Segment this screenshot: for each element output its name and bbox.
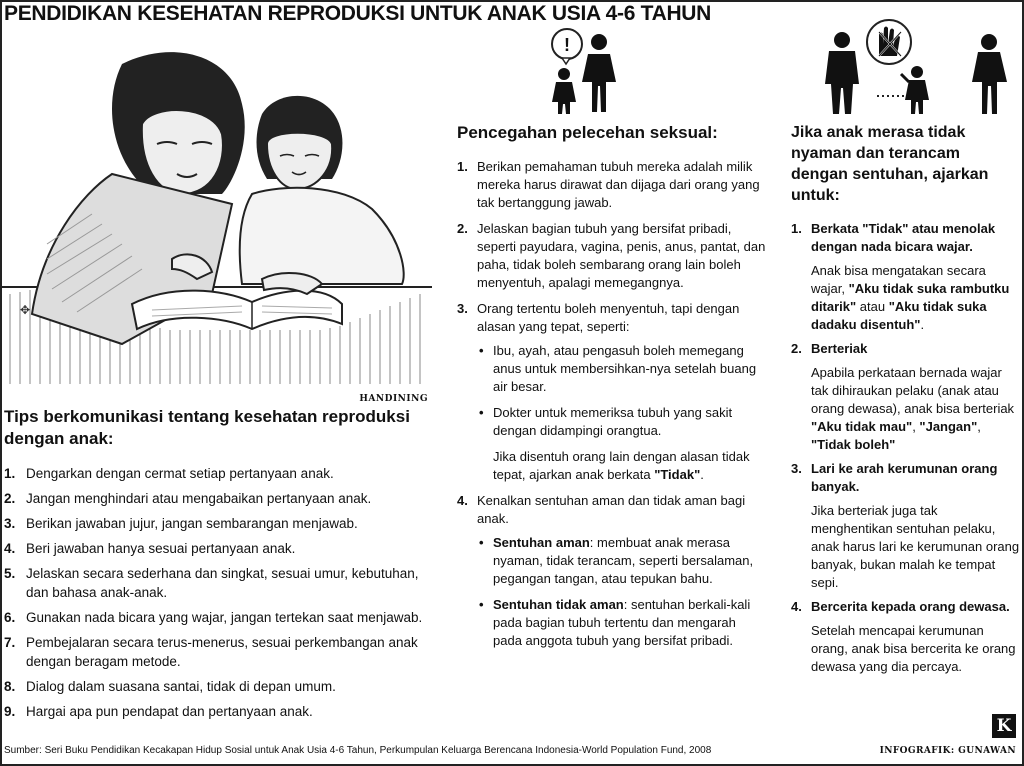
list-item: 9. Hargai apa pun pendapat dan pertanyaan anak. xyxy=(4,704,313,719)
adult-child-warning-icon xyxy=(542,24,632,116)
list-item: 4. Kenalkan sentuhan aman dan tidak aman bagi anak. • Sentuhan aman: membuat anak merasa nyaman, tidak terancam, seperti bersalaman, pegangan tangan, atau tepukan bahu. • Sentuhan tidak aman: sentuhan berkali-kali pada bagian tubuh tertentu dan mengarah pada anggota tubuh yang bersifat pribadi. xyxy=(457,492,767,650)
list-item: 7. Pembejalaran secara terus-menerus, sesuai perkembangan anak dengan beragam metode. xyxy=(4,635,418,669)
svg-text:✥: ✥ xyxy=(20,303,31,317)
bullet-item: • Sentuhan tidak aman: sentuhan berkali-kali pada bagian tubuh tertentu dan mengarah pada anggota tubuh yang bersifat pribadi. xyxy=(479,597,751,648)
response-heading: Jika anak merasa tidak nyaman dan terancam dengan sentuhan, ajarkan untuk: xyxy=(791,124,989,204)
source-footnote: Sumber: Seri Buku Pendidikan Kecakapan Hidup Sosial untuk Anak Usia 4-6 Tahun, Perkumpulan Keluarga Berencana Indonesia-World Population Fund, 2008 xyxy=(4,745,712,756)
list-item: 3. Lari ke arah kerumunan orang banyak. Jika berteriak juga tak menghentikan sentuhan pelaku, anak harus lari ke kerumunan orang banyak, bukan malah ke tempat sepi. xyxy=(791,461,1020,590)
page-title: PENDIDIKAN KESEHATAN REPRODUKSI UNTUK ANAK USIA 4-6 TAHUN xyxy=(4,2,712,25)
response-section xyxy=(791,122,1021,682)
tips-section xyxy=(4,406,424,727)
bullet-item: • Ibu, ayah, atau pengasuh boleh memegang anus untuk membersihkan-nya setelah buang air besar. xyxy=(479,343,757,394)
publisher-logo: K xyxy=(992,714,1016,738)
prevention-section xyxy=(457,122,767,658)
list-item: 4. Beri jawaban hanya sesuai pertanyaan anak. xyxy=(4,541,296,556)
infographic-credit: INFOGRAFIK: GUNAWAN xyxy=(879,746,1016,756)
list-item: 1. Berkata "Tidak" atau menolak dengan nada bicara wajar. Anak bisa mengatakan secara wajar, "Aku tidak suka rambutku ditarik" atau "Aku tidak suka dadaku disentuh". xyxy=(791,221,1010,332)
list-item: 3. Orang tertentu boleh menyentuh, tapi dengan alasan yang tepat, seperti: • Ibu, ayah, atau pengasuh boleh memegang anus untuk membersihkan-nya setelah buang air besar. • Dokter untuk memeriksa tubuh yang sakit dengan didampingi orangtua. Jika disentuh orang lain dengan alasan tidak tepat, ajarkan anak berkata "Tidak". xyxy=(457,300,767,484)
list-item: 4. Bercerita kepada orang dewasa. Setelah mencapai kerumunan orang, anak bisa bercerita ke orang dewasa yang dia percaya. xyxy=(791,599,1016,674)
list-item: 3. Berikan jawaban jujur, jangan sembarangan menjawab. xyxy=(4,516,358,531)
list-item: 5. Jelaskan secara sederhana dan singkat, sesuai umur, kebutuhan, dan bahasa anak-anak. xyxy=(4,566,419,600)
tips-heading: Tips berkomunikasi tentang kesehatan reproduksi dengan anak: xyxy=(4,407,410,448)
warning-mark: ! xyxy=(564,35,570,55)
list-item: 2. Jangan menghindari atau mengabaikan pertanyaan anak. xyxy=(4,491,372,506)
bullet-item: • Dokter untuk memeriksa tubuh yang sakit dengan didampingi orangtua. xyxy=(479,405,733,438)
stop-touch-icon xyxy=(817,16,1017,116)
list-item: 1. Dengarkan dengan cermat setiap pertanyaan anak. xyxy=(4,466,334,481)
list-item: 6. Gunakan nada bicara yang wajar, jangan tertekan saat menjawab. xyxy=(4,610,423,625)
bullet-item: • Sentuhan aman: membuat anak merasa nyaman, tidak terancam, seperti bersalaman, pegangan tangan, atau tepukan bahu. xyxy=(479,535,754,586)
list-item: 2. Berteriak Apabila perkataan bernada wajar tak dihiraukan pelaku (anak atau orang dewasa), anak bisa berteriak "Aku tidak mau", "Jangan", "Tidak boleh" xyxy=(791,341,1015,452)
illustrator-credit: HANDINING xyxy=(359,394,428,404)
prevention-heading: Pencegahan pelecehan seksual: xyxy=(457,123,718,142)
mother-child-reading-illustration xyxy=(2,44,432,404)
note-text: Jika disentuh orang lain dengan alasan tidak tepat, ajarkan anak berkata "Tidak". xyxy=(493,449,750,482)
list-item: 2. Jelaskan bagian tubuh yang bersifat pribadi, seperti payudara, vagina, penis, anus, pantat, dan paha, tidak boleh sembarang orang lain boleh menyentuh, apalagi memegangnya. xyxy=(457,221,766,290)
list-item: 8. Dialog dalam suasana santai, tidak di depan umum. xyxy=(4,679,336,694)
list-item: 1. Berikan pemahaman tubuh mereka adalah milik mereka harus dirawat dan dijaga dari orang yang tak bertanggung jawab. xyxy=(457,159,760,210)
